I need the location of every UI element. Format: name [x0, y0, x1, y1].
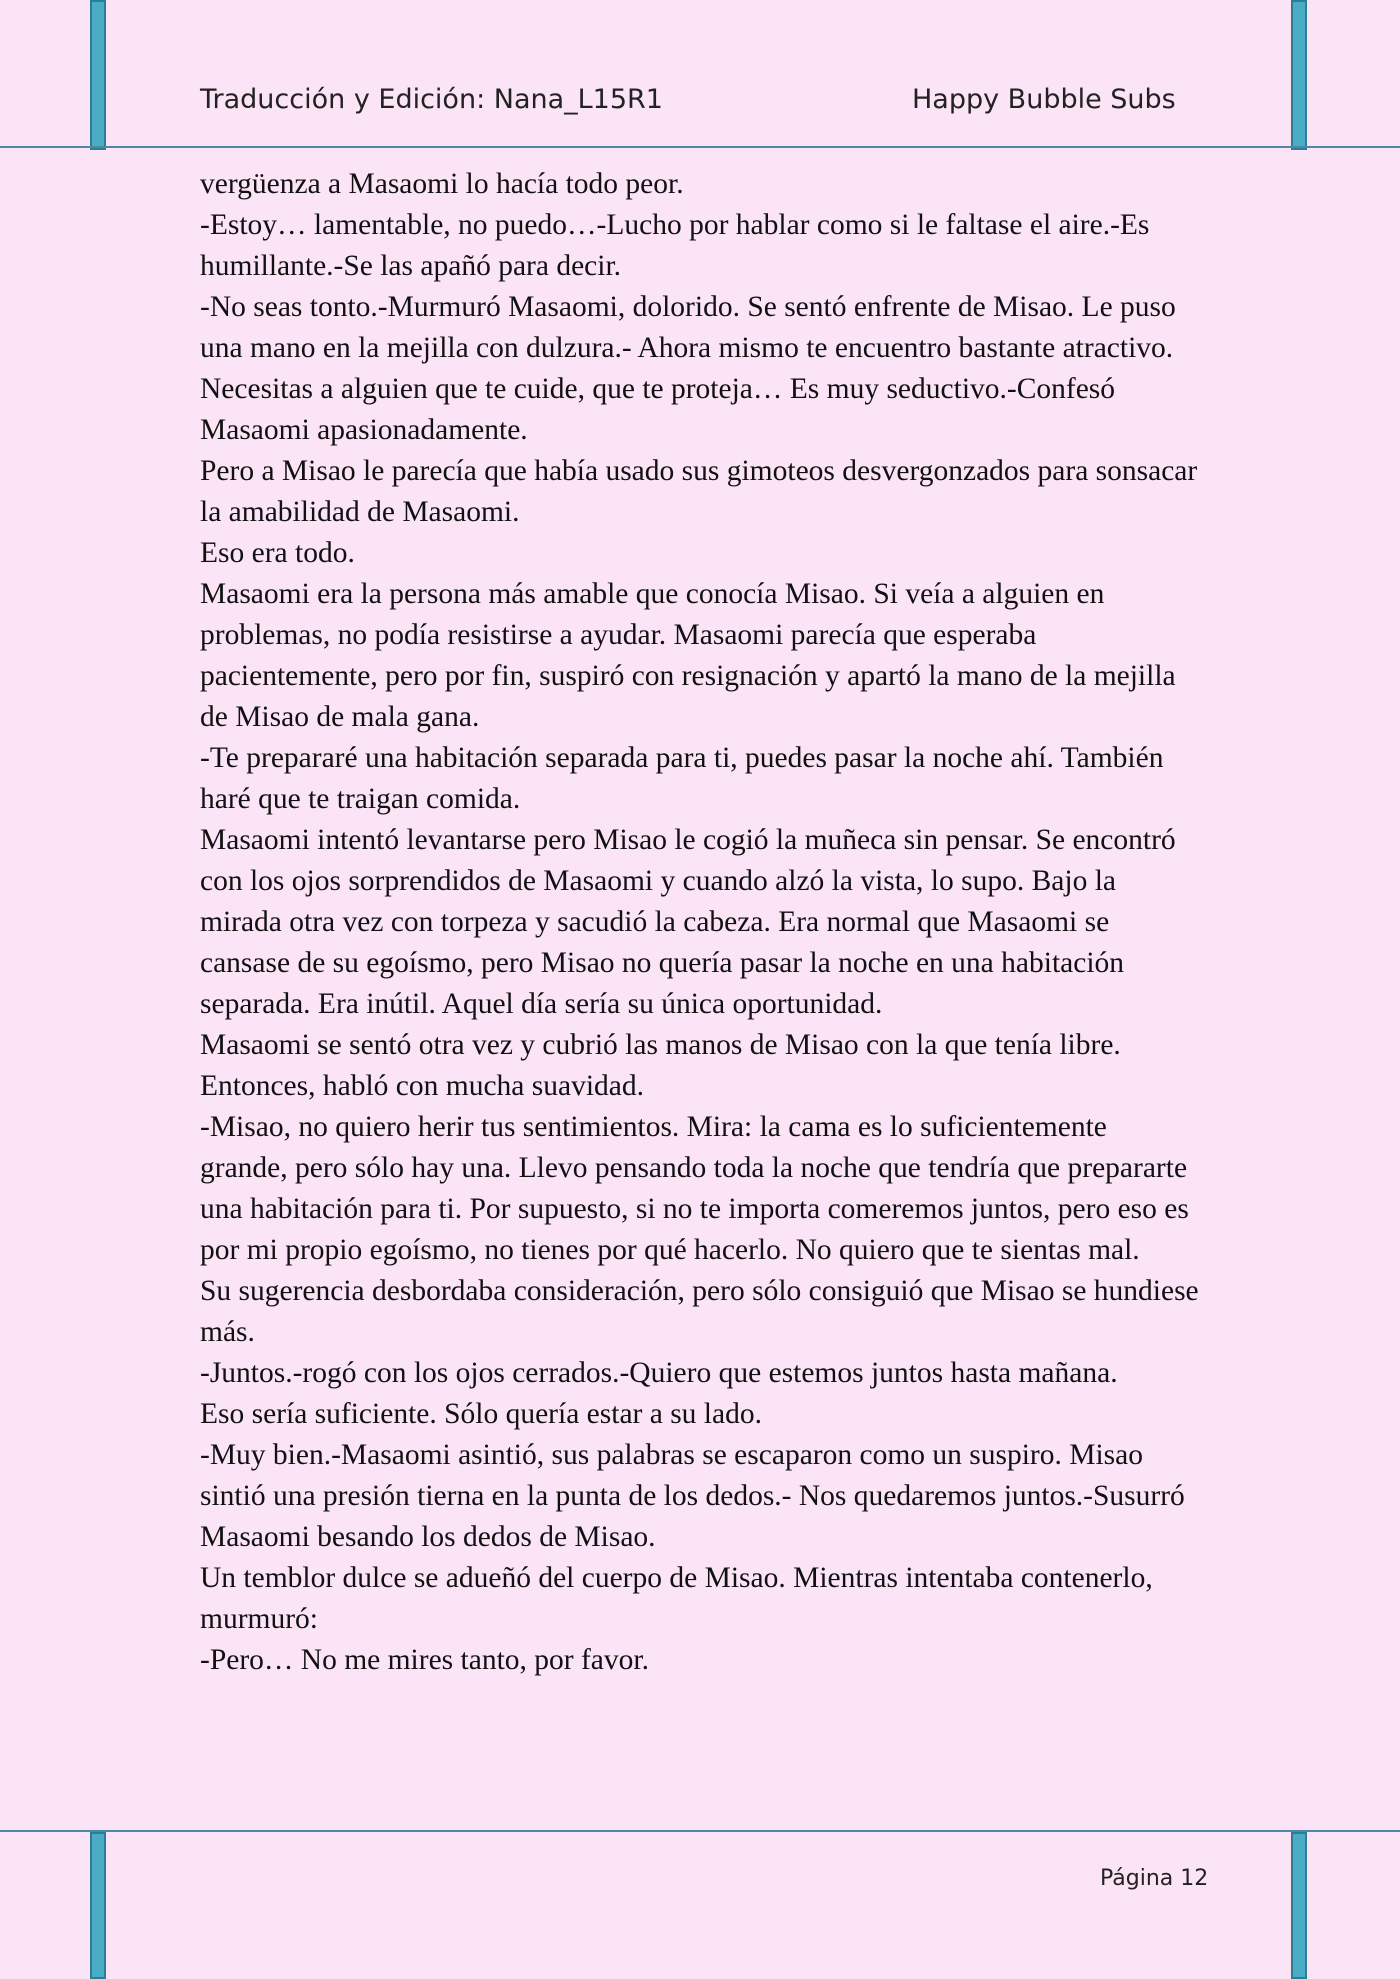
paragraph: -Misao, no quiero herir tus sentimientos. Mira: la cama es lo suficientemente grande, pero sólo hay una. Llevo pensando toda la noche que tendría que prepararte una habitación para ti. Por supuesto, si no te importa comeremos juntos, pero eso es por mi propio egoísmo, no tienes por qué hacerlo. No quiero que te sientas mal. — [200, 1111, 1189, 1266]
decorative-bar-bottom-left — [90, 1832, 106, 1979]
paragraph: Eso sería suficiente. Sólo quería estar a su lado. — [200, 1398, 762, 1430]
page-number: Página 12 — [1100, 1866, 1209, 1891]
header-group-name: Happy Bubble Subs — [912, 84, 1176, 115]
header-credits: Traducción y Edición: Nana_L15R1 — [200, 84, 663, 115]
paragraph: -Estoy… lamentable, no puedo…-Lucho por hablar como si le faltase el aire.-Es humillante.-Se las apañó para decir. — [200, 209, 1150, 282]
decorative-bar-bottom-right — [1291, 1832, 1307, 1979]
paragraph: -Juntos.-rogó con los ojos cerrados.-Quiero que estemos juntos hasta mañana. — [200, 1357, 1118, 1389]
paragraph: -Te prepararé una habitación separada para ti, puedes pasar la noche ahí. También haré que te traigan comida. — [200, 742, 1164, 815]
decorative-bar-top-left — [90, 0, 106, 150]
paragraph: Masaomi era la persona más amable que conocía Misao. Si veía a alguien en problemas, no podía resistirse a ayudar. Masaomi parecía que esperaba pacientemente, pero por fin, suspiró con resignación y apartó la mano de la mejilla de Misao de mala gana. — [200, 578, 1176, 733]
paragraph: Masaomi se sentó otra vez y cubrió las manos de Misao con la que tenía libre. Entonces, habló con mucha suavidad. — [200, 1029, 1121, 1102]
paragraph: Eso era todo. — [200, 537, 355, 569]
paragraph: vergüenza a Masaomi lo hacía todo peor. — [200, 168, 684, 200]
decorative-bar-top-right — [1291, 0, 1307, 150]
header-rule — [0, 146, 1400, 148]
paragraph: Masaomi intentó levantarse pero Misao le cogió la muñeca sin pensar. Se encontró con los ojos sorprendidos de Masaomi y cuando alzó la vista, lo supo. Bajo la mirada otra vez con torpeza y sacudió la cabeza. Era normal que Masaomi se cansase de su egoísmo, pero Misao no quería pasar la noche en una habitación separada. Era inútil. Aquel día sería su única oportunidad. — [200, 824, 1176, 1020]
paragraph: Un temblor dulce se adueñó del cuerpo de Misao. Mientras intentaba contenerlo, murmuró: — [200, 1562, 1153, 1635]
paragraph: Su sugerencia desbordaba consideración, pero sólo consiguió que Misao se hundiese más. — [200, 1275, 1199, 1348]
paragraph: -Muy bien.-Masaomi asintió, sus palabras se escaparon como un suspiro. Misao sintió una presión tierna en la punta de los dedos.- Nos quedaremos juntos.-Susurró Masaomi besando los dedos de Misao. — [200, 1439, 1185, 1553]
paragraph: -Pero… No me mires tanto, por favor. — [200, 1644, 649, 1676]
footer-rule — [0, 1830, 1400, 1832]
document-body — [200, 164, 1200, 1681]
paragraph: -No seas tonto.-Murmuró Masaomi, dolorido. Se sentó enfrente de Misao. Le puso una mano en la mejilla con dulzura.- Ahora mismo te encuentro bastante atractivo. Necesitas a alguien que te cuide, que te proteja… Es muy seductivo.-Confesó Masaomi apasionadamente. — [200, 291, 1176, 446]
paragraph: Pero a Misao le parecía que había usado sus gimoteos desvergonzados para sonsacar la amabilidad de Masaomi. — [200, 455, 1198, 528]
